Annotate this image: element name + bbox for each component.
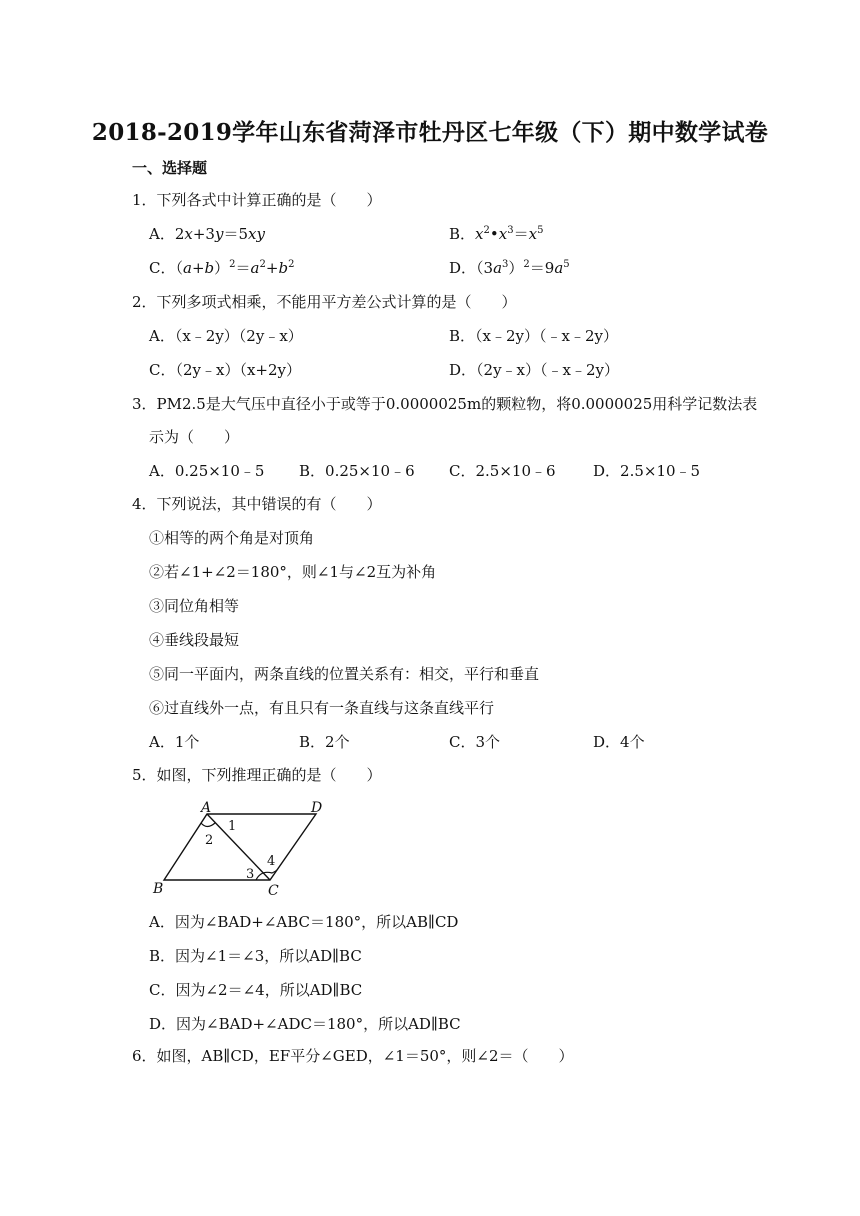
question-3-stem-line2: 示为（ ） — [149, 428, 240, 446]
question-2-option-d: D．（2y﹣x）（﹣x﹣2y） — [449, 361, 619, 379]
question-4-statement: ⑥过直线外一点，有且只有一条直线与这条直线平行 — [149, 699, 495, 717]
question-3-option-d: D．2.5×10﹣5 — [593, 462, 701, 480]
parallelogram-outline — [164, 814, 316, 880]
question-5-option-a: A．因为∠BAD+∠ABC＝180°，所以AB∥CD — [149, 913, 459, 931]
question-4-option-b: B．2个 — [299, 733, 350, 751]
question-2-stem: 2．下列多项式相乘，不能用平方差公式计算的是（ ） — [132, 293, 517, 311]
question-4-statement: ⑤同一平面内，两条直线的位置关系有：相交，平行和垂直 — [149, 665, 540, 683]
parallelogram-svg — [150, 798, 350, 898]
angle-label-1: 1 — [228, 819, 237, 834]
angle-arc-a — [201, 823, 215, 827]
question-5-option-c: C．因为∠2＝∠4，所以AD∥BC — [149, 981, 363, 999]
vertex-label-c: C — [268, 883, 279, 898]
question-4-statement: ②若∠1+∠2＝180°，则∠1与∠2互为补角 — [149, 563, 437, 581]
question-5-option-d: D．因为∠BAD+∠ADC＝180°，所以AD∥BC — [149, 1015, 461, 1033]
question-4-statement: ①相等的两个角是对顶角 — [149, 529, 315, 547]
question-4-stem: 4．下列说法，其中错误的有（ ） — [132, 495, 382, 513]
question-1-option-b: B．$x^2•x^3=x^5$ — [449, 225, 544, 243]
option-a-letter: A． — [149, 225, 175, 243]
vertex-label-a: A — [201, 800, 212, 816]
question-1-option-a: A．2x+3y＝5xy — [149, 225, 265, 243]
vertex-label-b: B — [153, 881, 164, 897]
angle-label-3: 3 — [246, 867, 255, 882]
question-5-stem: 5．如图，下列推理正确的是（ ） — [132, 766, 382, 784]
question-3-stem-line1: 3．PM2.5是大气压中直径小于或等于0.0000025m的颗粒物，将0.0000025用科学记数法表 — [132, 395, 758, 413]
angle-label-2: 2 — [205, 833, 214, 848]
question-5-option-b: B．因为∠1＝∠3，所以AD∥BC — [149, 947, 362, 965]
page-title: 2018-2019学年山东省菏泽市牡丹区七年级（下）期中数学试卷 — [91, 119, 769, 146]
question-1-stem: 1．下列各式中计算正确的是（ ） — [132, 191, 382, 209]
question-1-option-c: C．$(a+b)^2=a^2+b^2$ — [149, 259, 295, 277]
option-b-letter: B． — [449, 225, 476, 243]
question-4-option-a: A．1个 — [149, 733, 200, 751]
angle-label-4: 4 — [267, 854, 276, 869]
vertex-label-d: D — [311, 800, 323, 816]
option-d-letter: D． — [449, 259, 477, 277]
question-1-option-d: D．$(3a^3)^2=9a^5$ — [449, 259, 570, 277]
question-4-statement: ④垂线段最短 — [149, 631, 240, 649]
question-4-option-c: C．3个 — [449, 733, 501, 751]
question-4-option-d: D．4个 — [593, 733, 645, 751]
question-3-option-a: A．0.25×10﹣5 — [149, 462, 265, 480]
question-2-option-a: A．（x﹣2y）（2y﹣x） — [149, 327, 303, 345]
question-4-statement: ③同位角相等 — [149, 597, 240, 615]
question-6-stem: 6．如图，AB∥CD，EF平分∠GED，∠1＝50°，则∠2＝（ ） — [132, 1047, 574, 1065]
question-3-option-c: C．2.5×10﹣6 — [449, 462, 556, 480]
question-2-option-c: C．（2y﹣x）（x+2y） — [149, 361, 302, 379]
option-c-letter: C． — [149, 259, 176, 277]
question-3-option-b: B．0.25×10﹣6 — [299, 462, 415, 480]
section-heading: 一、选择题 — [132, 159, 208, 177]
parallelogram-figure — [150, 798, 350, 898]
diagonal-ac — [207, 814, 270, 880]
question-2-option-b: B．（x﹣2y）（﹣x﹣2y） — [449, 327, 618, 345]
